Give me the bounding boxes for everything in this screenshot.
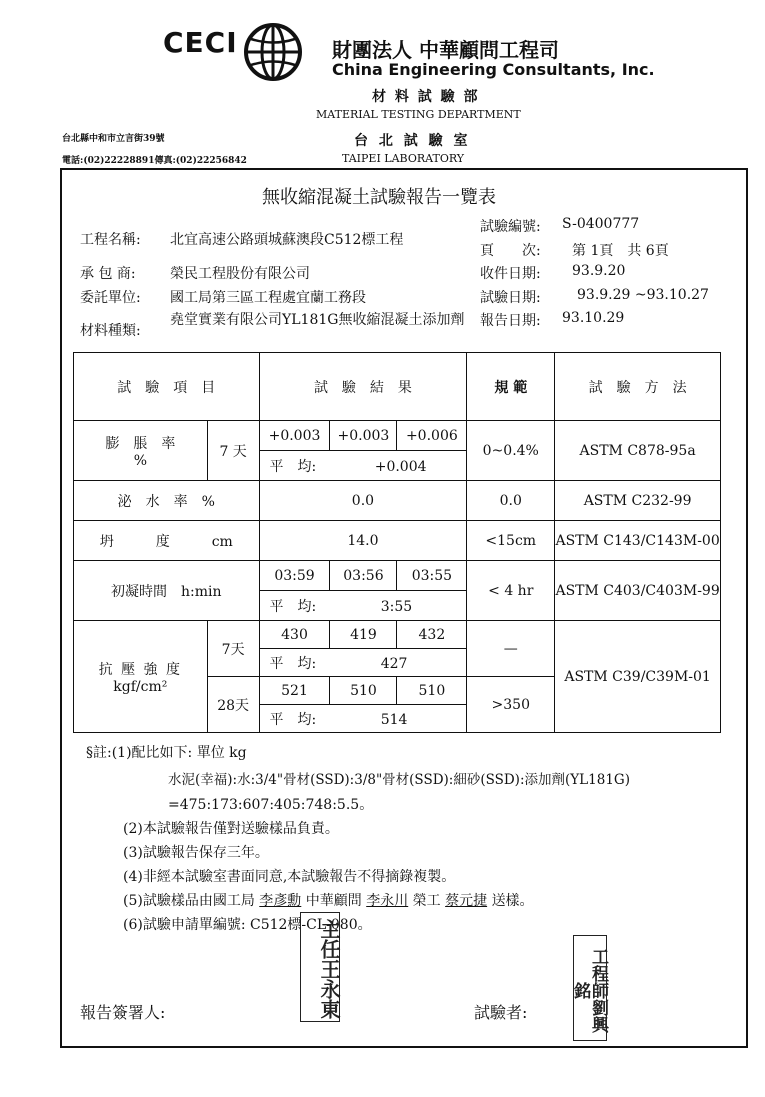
note-5-mid-1: 中華顧問	[305, 893, 362, 909]
strength7-spec: —	[467, 621, 555, 677]
table-row-bleeding	[74, 481, 721, 521]
set-time-method: ASTM C403/C403M-99	[555, 561, 721, 621]
table-row-set-time	[74, 561, 721, 591]
test-no-label: 試驗編號:	[480, 219, 541, 235]
note-3: (3)試驗報告保存三年。	[123, 845, 269, 861]
note-6: (6)試驗申請單編號: C512標-CL-080。	[123, 917, 372, 933]
test-no-value: S-0400777	[562, 216, 640, 232]
note-2: (2)本試驗報告僅對送驗樣品負責。	[123, 821, 339, 837]
report-date-value: 93.10.29	[562, 310, 625, 326]
dept-name-zh: 材 料 試 驗 部	[372, 89, 480, 105]
note-1: §註:(1)配比如下: 單位 kg	[86, 745, 247, 761]
strength7-value-3: 432	[397, 621, 467, 649]
expansion-unit: %	[133, 452, 147, 469]
note-5-name-2: 李永川	[366, 893, 409, 909]
note-5-mid-2: 榮工	[412, 893, 441, 909]
dept-name-en: MATERIAL TESTING DEPARTMENT	[316, 108, 521, 121]
results-table	[73, 352, 721, 733]
expansion-method: ASTM C878-95a	[555, 421, 721, 481]
table-row-strength-7d	[74, 621, 721, 649]
project-value: 北宜高速公路頭城蘇澳段C512標工程	[170, 232, 404, 248]
bleeding-item: 泌 水 率 %	[74, 481, 260, 521]
test-date-value: 93.9.29 ~93.10.27	[577, 287, 709, 303]
note-5-pre: (5)試驗樣品由國工局	[123, 893, 255, 909]
set-time-value-3: 03:55	[397, 561, 467, 591]
client-value: 國工局第三區工程處宜蘭工務段	[170, 290, 366, 306]
org-name-en: China Engineering Consultants, Inc.	[332, 60, 655, 79]
bleeding-method: ASTM C232-99	[555, 481, 721, 521]
expansion-value-3: +0.006	[397, 421, 467, 451]
signer-label: 報告簽署人:	[80, 1003, 166, 1022]
header-method: 試 驗 方 法	[555, 353, 721, 421]
page-value: 第 1頁 共 6頁	[572, 243, 669, 259]
strength28-avg	[259, 705, 467, 733]
strength7-avg-value: 427	[380, 655, 408, 672]
expansion-item-label: 膨 脹 率	[105, 435, 176, 452]
strength-unit: kgf/cm²	[113, 678, 168, 695]
test-date-label: 試驗日期:	[480, 290, 541, 306]
strength7-value-1: 430	[259, 621, 330, 649]
material-value: 堯堂實業有限公司YL181G無收縮混凝土添加劑	[170, 312, 465, 328]
project-label: 工程名稱:	[80, 232, 141, 248]
avg-label: 平 均:	[269, 598, 317, 615]
received-label: 收件日期:	[480, 266, 541, 282]
report-date-label: 報告日期:	[480, 313, 541, 329]
received-value: 93.9.20	[572, 263, 626, 279]
lab-name-zh: 台 北 試 驗 室	[354, 133, 471, 149]
avg-label: 平 均:	[269, 458, 317, 475]
slump-spec: <15cm	[467, 521, 555, 561]
strength7-avg	[259, 649, 467, 677]
note-5-post: 送樣。	[491, 893, 534, 909]
slump-item: 坍 度 cm	[74, 521, 260, 561]
strength28-value-1: 521	[259, 677, 330, 705]
expansion-avg	[259, 451, 467, 481]
expansion-value-2: +0.003	[330, 421, 397, 451]
expansion-age: 7 天	[207, 421, 259, 481]
set-time-spec: < 4 hr	[467, 561, 555, 621]
strength-item-label: 抗 壓 強 度	[98, 661, 183, 678]
expansion-item	[74, 421, 208, 481]
report-title: 無收縮混凝土試驗報告一覽表	[262, 187, 496, 208]
note-5-name-1: 李彥勳	[259, 893, 302, 909]
client-label: 委託單位:	[80, 290, 141, 306]
lab-address: 台北縣中和市立言街39號	[62, 134, 165, 144]
strength-method: ASTM C39/C39M-01	[555, 621, 721, 733]
set-time-value-2: 03:56	[330, 561, 397, 591]
set-time-value-1: 03:59	[259, 561, 330, 591]
slump-value: 14.0	[259, 521, 467, 561]
tester-label: 試驗者:	[474, 1003, 528, 1022]
contractor-label: 承 包 商:	[80, 266, 136, 282]
slump-method: ASTM C143/C143M-00	[555, 521, 721, 561]
set-time-item: 初凝時間 h:min	[74, 561, 260, 621]
org-name-zh: 財團法人 中華顧問工程司	[332, 38, 559, 62]
strength-age-7: 7天	[207, 621, 259, 677]
set-time-avg-value: 3:55	[380, 598, 413, 615]
header-spec: 規 範	[467, 353, 555, 421]
expansion-value-1: +0.003	[259, 421, 330, 451]
strength28-value-2: 510	[330, 677, 397, 705]
expansion-spec: 0~0.4%	[467, 421, 555, 481]
page-label: 頁 次:	[480, 243, 541, 259]
table-header-row	[74, 353, 721, 421]
strength28-value-3: 510	[397, 677, 467, 705]
lab-name-en: TAIPEI LABORATORY	[342, 152, 465, 165]
note-4: (4)非經本試驗室書面同意,本試驗報告不得摘錄複製。	[123, 869, 456, 885]
strength28-avg-value: 514	[380, 711, 408, 728]
avg-label: 平 均:	[269, 655, 317, 672]
note-1-mix: 水泥(幸福):水:3/4"骨材(SSD):3/8"骨材(SSD):細砂(SSD):添加劑(YL181G)	[168, 772, 630, 788]
note-1-ratio: =475:173:607:405:748:5.5。	[168, 797, 374, 813]
strength-age-28: 28天	[207, 677, 259, 733]
signer-stamp: 主任王永東	[300, 912, 340, 1022]
note-5-name-3: 蔡元捷	[445, 893, 488, 909]
expansion-avg-value: +0.004	[374, 458, 427, 475]
lab-phone-fax: 電話:(02)22228891傳真:(02)22256842	[62, 156, 247, 166]
header-result: 試 驗 結 果	[259, 353, 467, 421]
set-time-avg	[259, 591, 467, 621]
contractor-value: 榮民工程股份有限公司	[170, 266, 310, 282]
strength7-value-2: 419	[330, 621, 397, 649]
note-5	[123, 890, 534, 910]
ceci-logo-text: CECI	[163, 26, 238, 59]
strength28-spec: >350	[467, 677, 555, 733]
table-row-expansion	[74, 421, 721, 451]
tester-stamp: 工程師劉興銘	[573, 935, 607, 1041]
bleeding-value: 0.0	[259, 481, 467, 521]
table-row-slump	[74, 521, 721, 561]
header-item: 試 驗 項 目	[74, 353, 260, 421]
material-label: 材料種類:	[80, 323, 141, 339]
strength-item	[74, 621, 208, 733]
bleeding-spec: 0.0	[467, 481, 555, 521]
avg-label: 平 均:	[269, 711, 317, 728]
globe-logo-icon	[243, 22, 303, 82]
